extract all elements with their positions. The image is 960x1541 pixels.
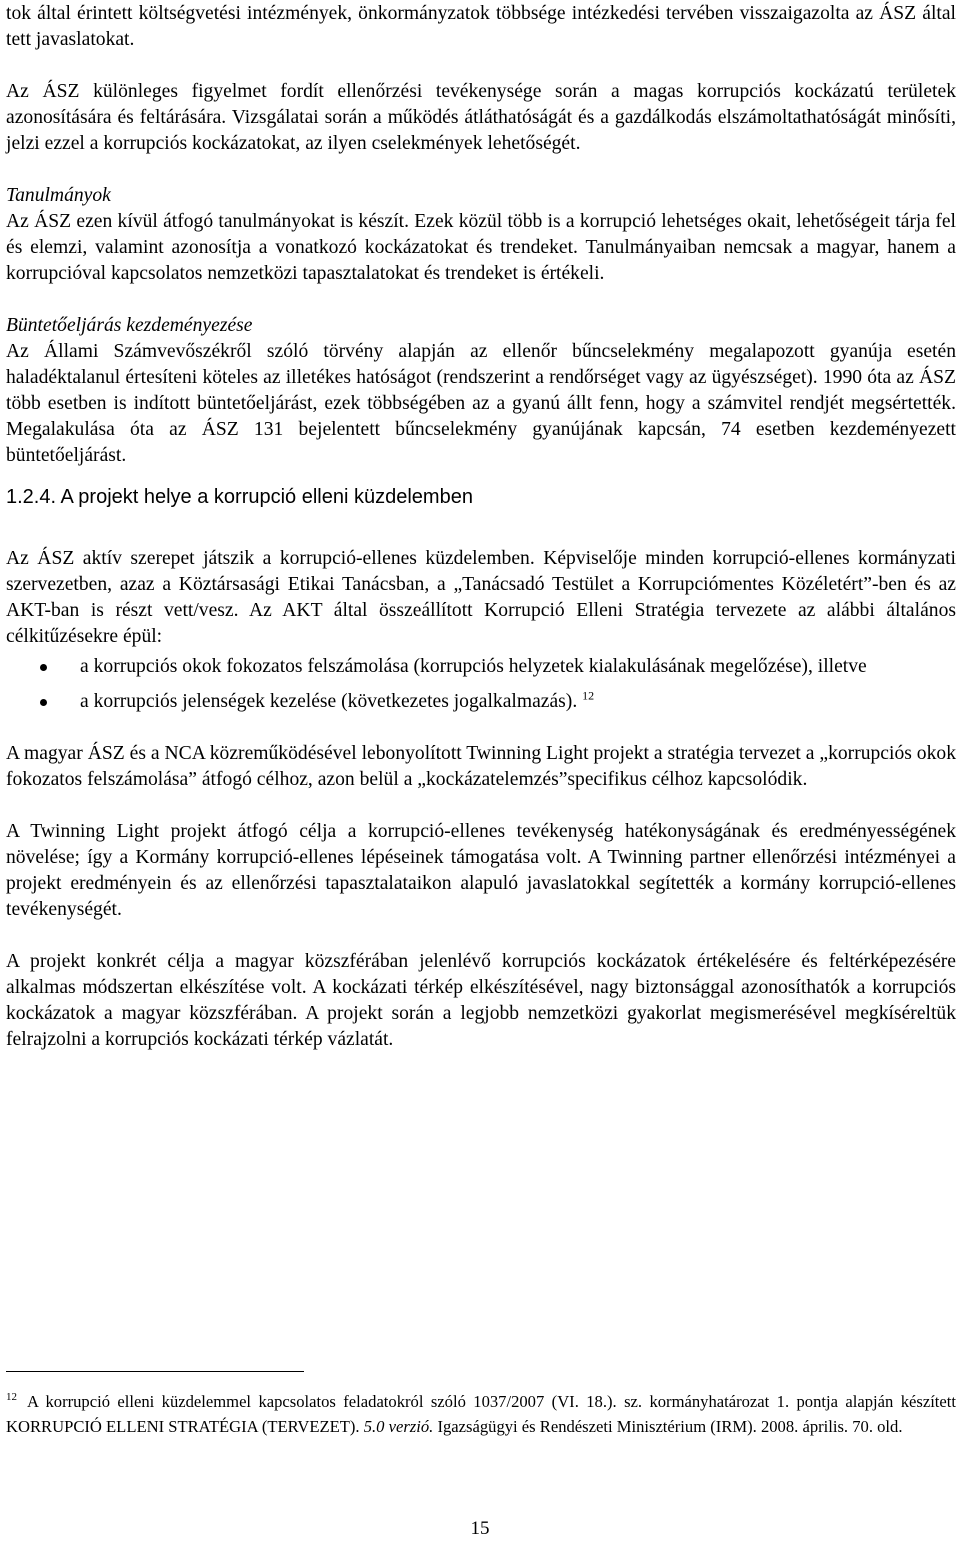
list-item: a korrupciós jelenségek kezelése (következetes jogalkalmazás). $^{12}$ xyxy=(6,689,956,715)
footnote-source: Igazságügyi és Rendészeti Minisztérium (IRM). 2008. április. 70. old. xyxy=(437,1417,903,1436)
bullet-icon xyxy=(40,664,47,671)
list-item: a korrupciós okok fokozatos felszámolása (korrupciós helyzetek kialakulásának megelőzése), illetve xyxy=(6,654,956,680)
document-page xyxy=(6,0,956,1053)
bullet-icon xyxy=(40,699,47,706)
paragraph-twinning-goal: A Twinning Light projekt átfogó célja a korrupció-ellenes tevékenység hatékonyságának és eredményességének növelése; így a Kormány korrupció-ellenes lépéseinek támogatása volt. A Twinning partner ellenőrzési intézményei a projekt eredményein és az ellenőrzési tapasztalataikon alapuló javaslatokkal segítették a kormány korrupció-ellenes tevékenységét. xyxy=(6,821,956,920)
paragraph-asz-attention: Az ÁSZ különleges figyelmet fordít ellenőrzési tevékenysége során a magas korrupciós kockázatú területek azonosítására és feltárására. Vizsgálatai során a működés átláthatóságát és a gazdálkodás elszámoltathatóságát minősíti, jelzi ezzel a korrupciós kockázatokat, az ilyen cselekmények lehetőségét. xyxy=(6,81,956,154)
subheading-buntetoeljaras: Büntetőeljárás kezdeményezése xyxy=(6,315,253,336)
paragraph-buntetoeljaras: Az Állami Számvevőszékről szóló törvény alapján az ellenőr bűncselekmény megalapozott gyanúja esetén haladéktalanul értesíteni köteles az illetékes hatóságot (rendszerint a rendőrséget vagy az ügyészséget). 1990 óta az ÁSZ több esetben is indított büntetőeljárást, ezek többségében az a gyanú állt fenn, hogy a számvitel rendjét megsértették. Megalakulása óta az ÁSZ 131 bejelentett bűncselekmény gyanújának kapcsán, 74 esetben kezdeményezett büntetőeljárást. xyxy=(6,341,956,466)
footnote-reference[interactable]: 12 xyxy=(582,688,595,703)
footnote-text: A korrupció elleni küzdelemmel kapcsolatos feladatokról szóló 1037/2007 (VI. 18.). sz. kormányhatározat 1. pontja alapján készített KORRUPCIÓ ELLENI STRATÉGIA (TERVEZET). xyxy=(6,1392,956,1436)
page-number: 15 xyxy=(470,1518,490,1539)
footnote xyxy=(6,1389,956,1439)
paragraph-asz-role: Az ÁSZ aktív szerepet játszik a korrupció-ellenes küzdelemben. Képviselője minden korrupció-ellenes kormányzati szervezetben, azaz a Köztársasági Etikai Tanácsban, a „Tanácsadó Testület a Korrupciómentes Közéletért”-ben és az AKT-ban is részt vett/vesz. Az AKT által összeállított Korrupció Elleni Stratégia tervezete az alábbi általános célkitűzésekre épül: xyxy=(6,548,956,647)
paragraph-twinning-strategy: A magyar ÁSZ és a NCA közreműködésével lebonyolított Twinning Light projekt a stratégia tervezet a „korrupciós okok fokozatos felszámolása” átfogó célhoz, azon belül a „kockázatelemzés”specifikus célhoz kapcsolódik. xyxy=(6,743,956,790)
paragraph-intro: tok által érintett költségvetési intézmények, önkormányzatok többsége intézkedési tervében visszaigazolta az ÁSZ által tett javaslatokat. xyxy=(6,3,956,50)
subheading-tanulmanyok: Tanulmányok xyxy=(6,185,111,206)
paragraph-tanulmanyok: Az ÁSZ ezen kívül átfogó tanulmányokat is készít. Ezek közül több is a korrupció lehetséges okait, lehetőségeit tárja fel és elemzi, valamint azonosítja a vonatkozó kockázatokat és trendeket. Tanulmányaiban nemcsak a magyar, hanem a korrupcióval kapcsolatos nemzetközi tapasztalatokat és trendeket is értékeli. xyxy=(6,211,956,284)
footnote-separator xyxy=(6,1371,304,1372)
section-title: 1.2.4. A projekt helye a korrupció elleni küzdelemben xyxy=(6,486,473,508)
paragraph-project-goal: A projekt konkrét célja a magyar közszférában jelenlévő korrupciós kockázatok értékelésére és feltérképezésére alkalmas módszertan elkészítése volt. A kockázati térkép elkészítésével, nagy biztonsággal azonosíthatók a korrupciós kockázatok a magyar közszférában. A projekt során a legjobb nemzetközi gyakorlat megismerésével megkíséreltük felrajzolni a korrupciós kockázati térkép vázlatát. xyxy=(6,951,956,1050)
footnote-number: 12 xyxy=(6,1391,17,1404)
footnote-version: 5.0 verzió. xyxy=(363,1417,434,1436)
objectives-list xyxy=(6,654,956,715)
